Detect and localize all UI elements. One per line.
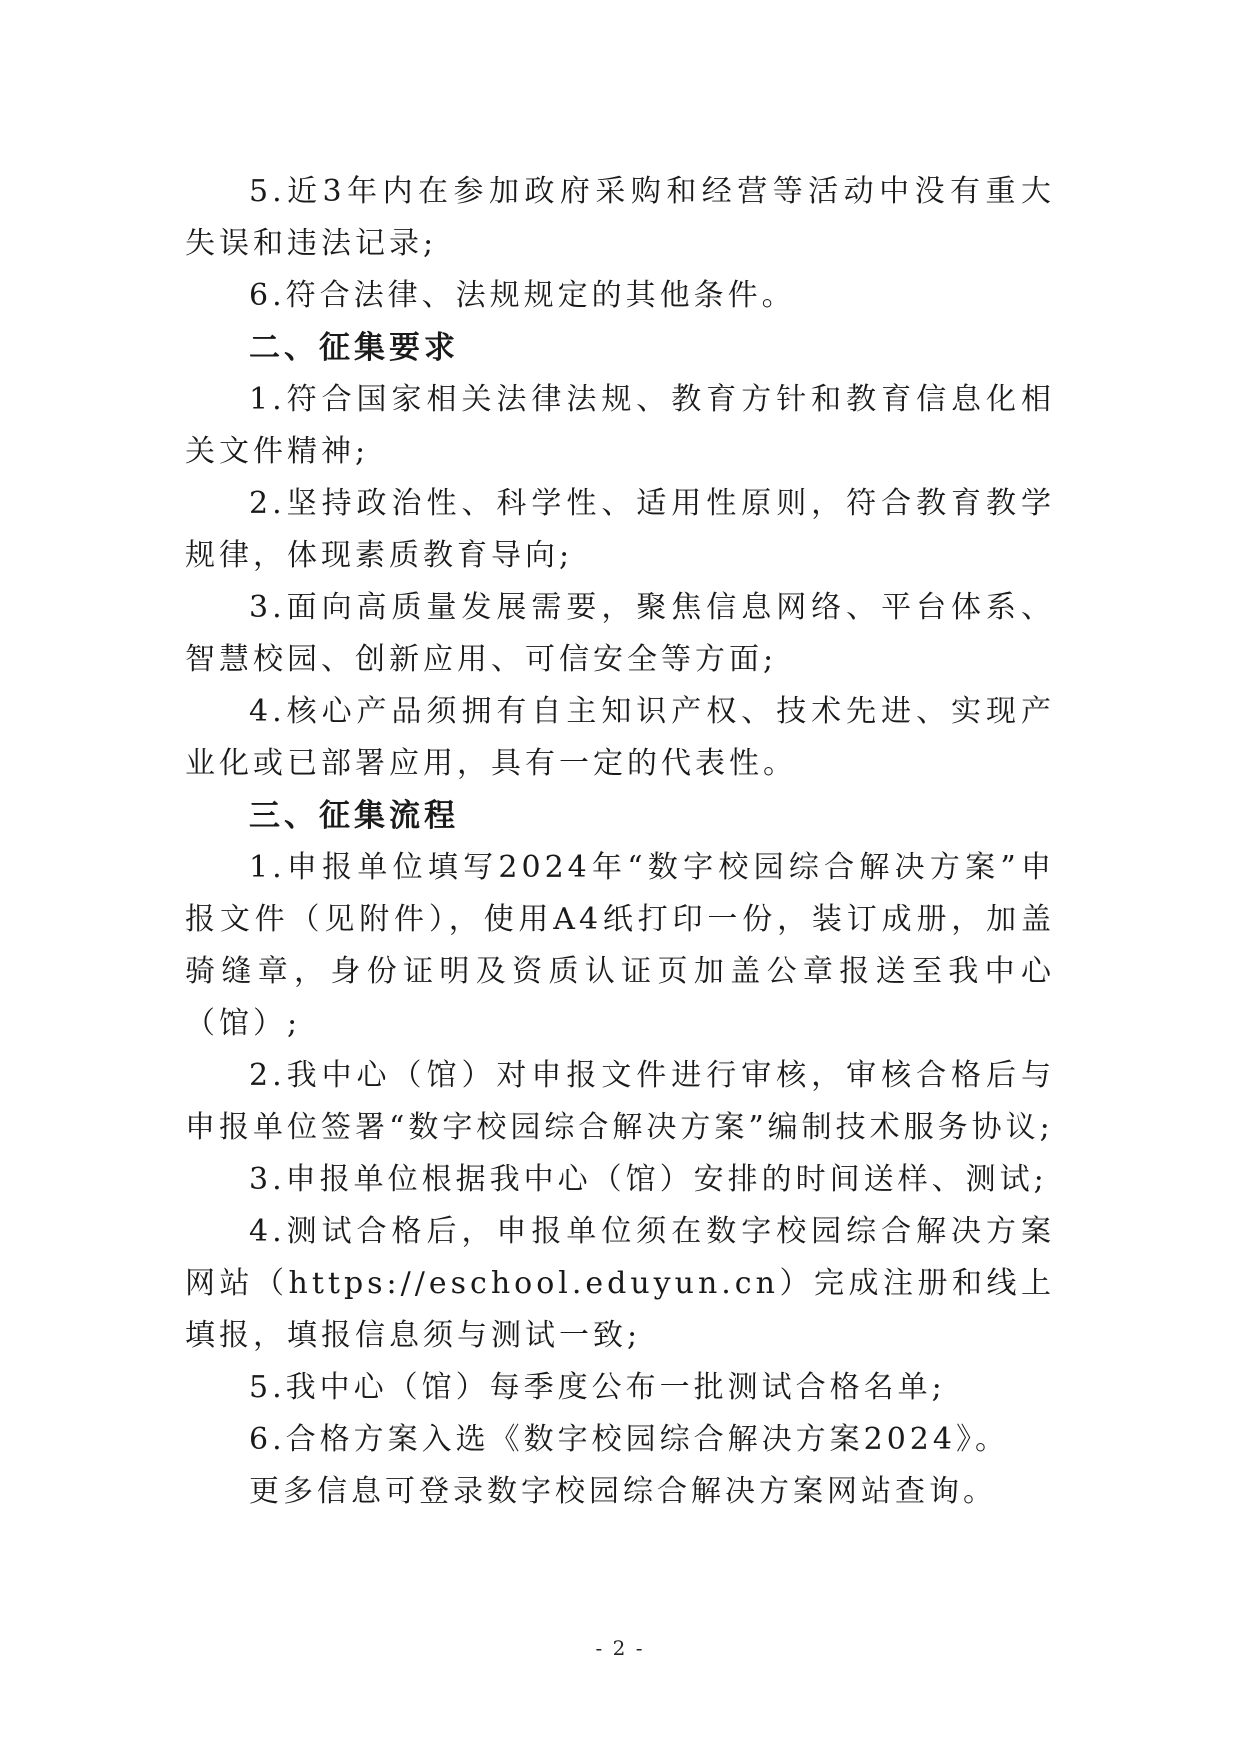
section-heading-process: 三、征集流程 xyxy=(249,798,459,834)
closing-note: 更多信息可登录数字校园综合解决方案网站查询。 xyxy=(249,1474,997,1509)
requirement-item-3: 3.面向高质量发展需要，聚焦信息网络、平台体系、智慧校园、创新应用、可信安全等方面; xyxy=(185,590,1055,677)
process-item-2: 2.我中心（馆）对申报文件进行审核，审核合格后与申报单位签署“数字校园综合解决方案”编制技术服务协议; xyxy=(185,1058,1055,1145)
process-item-3: 3.申报单位根据我中心（馆）安排的时间送样、测试; xyxy=(249,1162,1048,1197)
page-number: - 2 - xyxy=(595,1636,645,1660)
process-item-5: 5.我中心（馆）每季度公布一批测试合格名单; xyxy=(249,1370,946,1405)
section-heading-requirements: 二、征集要求 xyxy=(249,330,459,366)
process-item-1: 1.申报单位填写2024年“数字校园综合解决方案”申报文件（见附件），使用A4纸打印一份，装订成册，加盖骑缝章，身份证明及资质认证页加盖公章报送至我中心（馆）; xyxy=(185,850,1055,1041)
process-item-6: 6.合格方案入选《数字校园综合解决方案2024》。 xyxy=(249,1422,1009,1457)
requirement-item-2: 2.坚持政治性、科学性、适用性原则，符合教育教学规律，体现素质教育导向; xyxy=(185,486,1055,573)
requirement-item-1: 1.符合国家相关法律法规、教育方针和教育信息化相关文件精神; xyxy=(185,382,1055,469)
document-body xyxy=(185,166,1055,1518)
requirement-item-4: 4.核心产品须拥有自主知识产权、技术先进、实现产业化或已部署应用，具有一定的代表性。 xyxy=(185,694,1055,781)
paragraph-item-5: 5.近3年内在参加政府采购和经营等活动中没有重大失误和违法记录; xyxy=(185,174,1055,261)
process-item-4: 4.测试合格后，申报单位须在数字校园综合解决方案网站（https://eschool.eduyun.cn）完成注册和线上填报，填报信息须与测试一致; xyxy=(185,1214,1055,1353)
paragraph-item-6: 6.符合法律、法规规定的其他条件。 xyxy=(249,278,796,313)
